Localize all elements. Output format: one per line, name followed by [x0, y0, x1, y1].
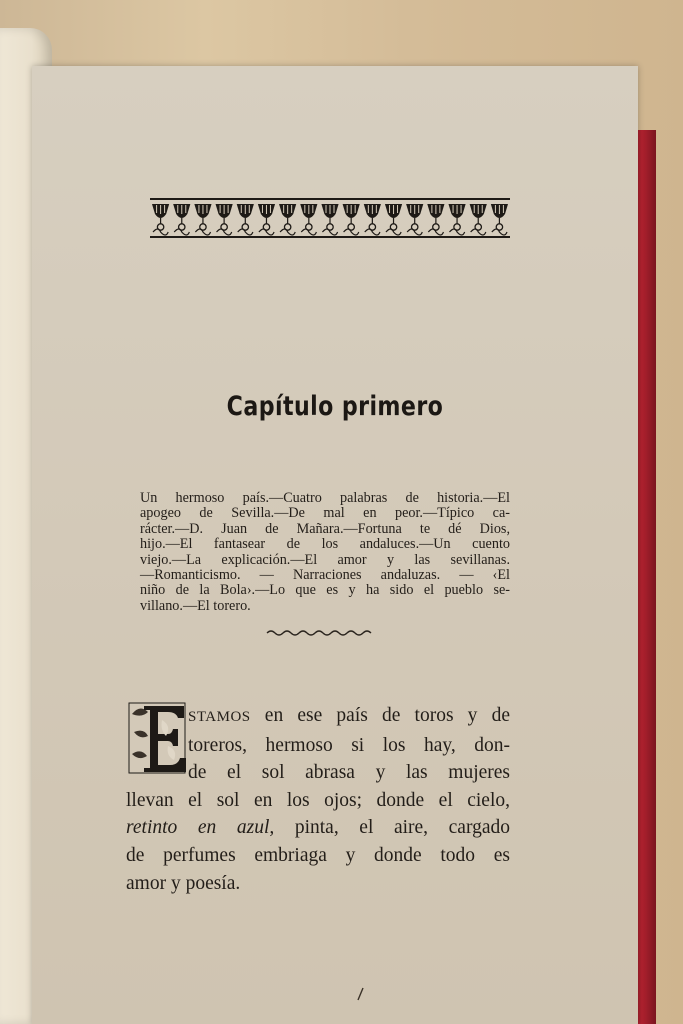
body-line: de perfumes embriaga y donde todo es: [126, 844, 510, 866]
chapter-summary: [140, 491, 510, 614]
chapter-title: Capítulo primero: [226, 391, 444, 422]
summary-line: Un hermoso país.—Cuatro palabras de historia.—El: [140, 490, 510, 506]
ornament-unit: [258, 204, 275, 235]
ornament-unit: [237, 204, 254, 235]
book-page: [32, 66, 638, 1024]
body-paragraph: [126, 702, 510, 897]
summary-line: villano.—El torero.: [140, 597, 251, 614]
ornament-unit: [279, 204, 296, 235]
ornament-unit: [491, 204, 508, 235]
ornament-unit: [427, 204, 444, 235]
ornament-unit: [300, 204, 317, 235]
body-line-text: pinta, el aire, cargado: [274, 817, 510, 839]
ornament-unit: [343, 204, 360, 235]
body-line: amor y poesía.: [126, 872, 241, 894]
summary-line: viejo.—La explicación.—El amor y las sevillanas.: [140, 551, 510, 568]
pencil-mark-icon: [354, 986, 366, 1004]
body-line: [126, 702, 510, 732]
body-smallcaps-word: STAMOS: [188, 709, 251, 725]
summary-line: apogeo de Sevilla.—De mal en peor.—Típico ca-: [140, 505, 510, 522]
ornament-unit: [448, 204, 465, 235]
wavy-line-divider-icon: [265, 628, 375, 638]
summary-line: —Romanticismo. — Narraciones andaluzas. — ‹El: [140, 567, 510, 584]
body-line: llevan el sol en los ojos; donde el cielo,: [126, 789, 510, 811]
body-line: de el sol abrasa y las mujeres: [188, 762, 510, 784]
ornament-unit: [173, 204, 190, 235]
summary-line: hijo.—El fantasear de los andaluces.—Un cuento: [140, 536, 510, 553]
body-line-text: en ese país de toros y de: [250, 705, 510, 726]
ornament-unit: [364, 204, 381, 235]
ornament-unit: [470, 204, 487, 235]
summary-line: rácter.—D. Juan de Mañara.—Fortuna te dé Dios,: [140, 520, 510, 537]
body-italic-phrase: retinto en azul,: [126, 817, 275, 839]
ornament-unit: [194, 204, 211, 235]
ornament-unit: [216, 204, 233, 235]
body-line: [126, 814, 510, 842]
body-line: toreros, hermoso si los hay, don-: [188, 734, 510, 756]
floral-band-ornament-icon: [150, 196, 510, 240]
summary-line: niño de la Bola›.—Lo que es y ha sido el pueblo se-: [140, 582, 510, 599]
ornament-unit: [406, 204, 423, 235]
ornament-unit: [152, 204, 169, 235]
ornament-unit: [385, 204, 402, 235]
ornament-unit: [321, 204, 338, 235]
